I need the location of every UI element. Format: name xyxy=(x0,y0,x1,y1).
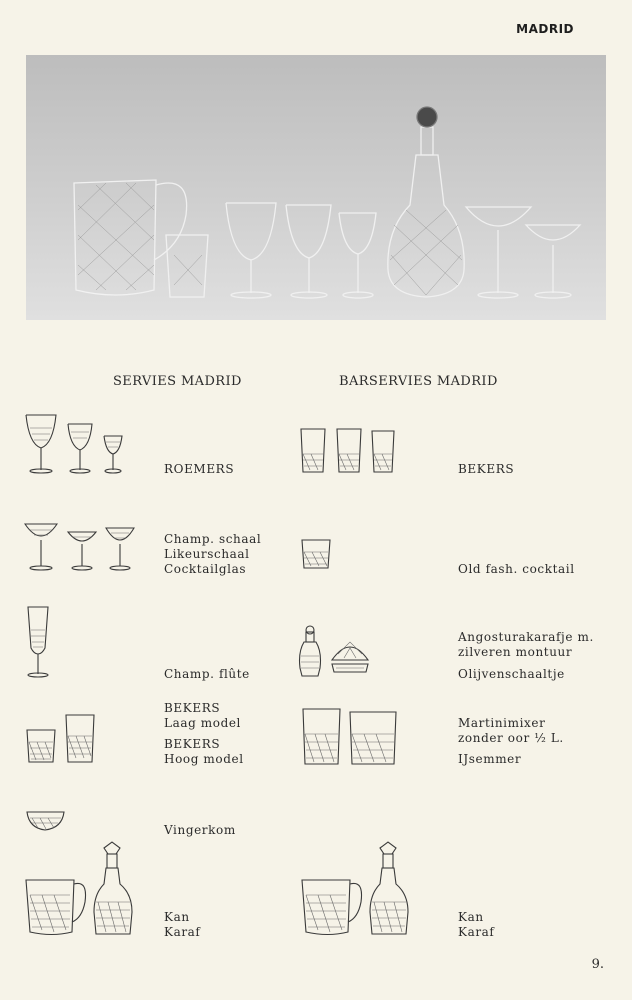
old-fash-label: Old fash. cocktail xyxy=(458,562,575,576)
angostura-label-2: zilveren montuur xyxy=(458,645,573,659)
olijvenschaaltje-label: Olijvenschaaltje xyxy=(458,667,565,681)
jug-and-decanter-icon xyxy=(22,840,142,940)
martini-mixer-and-ice-bucket-icon xyxy=(300,706,400,768)
bar-bekers-label: BEKERS xyxy=(458,462,515,476)
cocktailglas-label: Cocktailglas xyxy=(164,562,247,576)
page-number: 9. xyxy=(591,957,604,972)
ijsemmer-label: IJsemmer xyxy=(458,752,522,766)
kan-label-right: Kan xyxy=(458,910,484,924)
tumblers-icon xyxy=(24,712,98,766)
servies-madrid-title: SERVIES MADRID xyxy=(113,374,242,389)
champ-flute-label: Champ. flûte xyxy=(164,667,250,681)
laag-model-label: Laag model xyxy=(164,716,241,730)
page-header-title: MADRID xyxy=(516,22,574,36)
likeurschaal-label: Likeurschaal xyxy=(164,547,250,561)
kan-label-left: Kan xyxy=(164,910,190,924)
martinimixer-label: Martinimixer xyxy=(458,716,546,730)
champagne-cocktail-glasses-icon xyxy=(22,518,136,574)
old-fashioned-glass-icon xyxy=(300,538,334,572)
bar-tumblers-icon xyxy=(298,426,400,476)
champ-schaal-label: Champ. schaal xyxy=(164,532,262,546)
vingerkom-label: Vingerkom xyxy=(164,823,236,837)
bar-jug-and-decanter-icon xyxy=(298,840,418,940)
zonder-oor-label: zonder oor ½ L. xyxy=(458,731,564,745)
angostura-label-1: Angosturakarafje m. xyxy=(458,630,594,644)
glassware-photo-icon xyxy=(26,55,606,320)
roemers-glasses-icon xyxy=(22,410,132,476)
glassware-photo xyxy=(26,55,606,320)
roemers-label: ROEMERS xyxy=(164,462,235,476)
karaf-label-right: Karaf xyxy=(458,925,495,939)
karaf-label-left: Karaf xyxy=(164,925,201,939)
barservies-madrid-title: BARSERVIES MADRID xyxy=(339,374,498,389)
bekers-hoog-label: BEKERS xyxy=(164,737,221,751)
hoog-model-label: Hoog model xyxy=(164,752,244,766)
bekers-laag-label: BEKERS xyxy=(164,701,221,715)
champagne-flute-icon xyxy=(24,604,54,680)
angostura-and-olive-dish-icon xyxy=(298,624,370,680)
finger-bowl-icon xyxy=(24,808,68,834)
